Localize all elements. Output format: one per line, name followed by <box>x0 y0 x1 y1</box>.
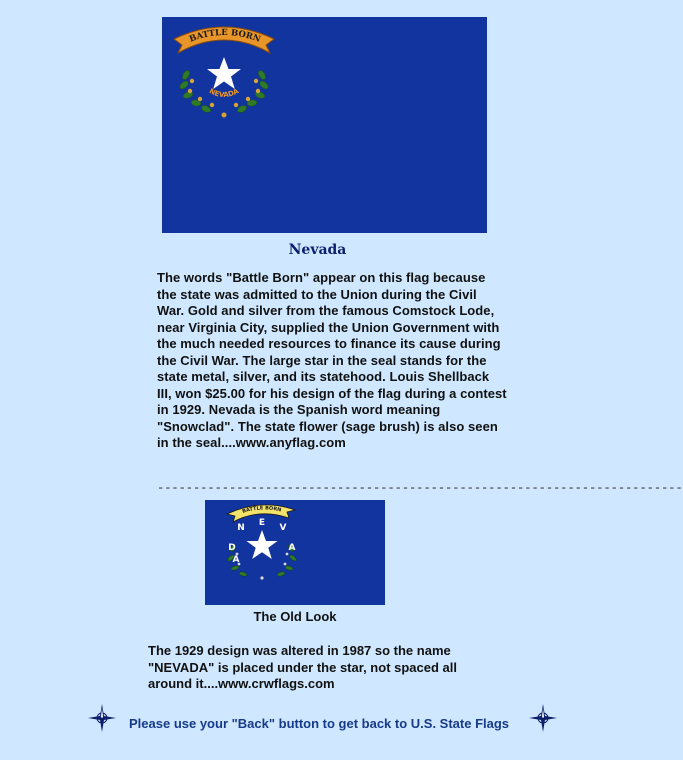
nevada-flag-image <box>162 17 487 233</box>
svg-text:NEVADA: NEVADA <box>207 87 241 100</box>
nevada-seal-icon <box>170 23 280 123</box>
compass-star-icon <box>528 703 558 733</box>
svg-text:BATTLE BORN: BATTLE BORN <box>188 27 262 45</box>
old-nevada-flag-image <box>205 500 385 605</box>
old-look-caption: The Old Look <box>253 609 337 624</box>
svg-text:BATTLE BORN: BATTLE BORN <box>241 505 282 515</box>
svg-text:N: N <box>237 523 245 533</box>
old-nevada-seal-icon <box>205 500 385 605</box>
old-flag-description: The 1929 design was altered in 1987 so the name "NEVADA" is placed under the star, not spaced all around it....www.crwflags.com <box>148 643 457 691</box>
state-name-heading: Nevada <box>288 242 347 258</box>
section-divider: ------------------------------------------------------------------------- <box>157 481 683 495</box>
svg-text:E: E <box>258 518 266 528</box>
flag-description: The words "Battle Born" appear on this flag because the state was admitted to the Union during the Civil War. Gold and silver from the famous Comstock Lode, near Virginia City, supplied the Union Government with the much needed resources to finance its cause during the Civil War. The large star in the seal stands for the state metal, silver, and its statehood. Louis Shellback III, won $25.00 for his design of the flag during a contest in 1929. Nevada is the Spanish word meaning "Snowclad". The state flower (sage brush) is also seen in the seal....www.anyflag.com <box>157 270 507 450</box>
svg-text:V: V <box>279 523 287 533</box>
back-button-note: Please use your "Back" button to get back to U.S. State Flags <box>129 716 510 731</box>
svg-text:A: A <box>288 543 296 553</box>
svg-text:D: D <box>228 543 236 553</box>
compass-star-icon <box>87 703 117 733</box>
svg-text:A: A <box>232 555 240 565</box>
